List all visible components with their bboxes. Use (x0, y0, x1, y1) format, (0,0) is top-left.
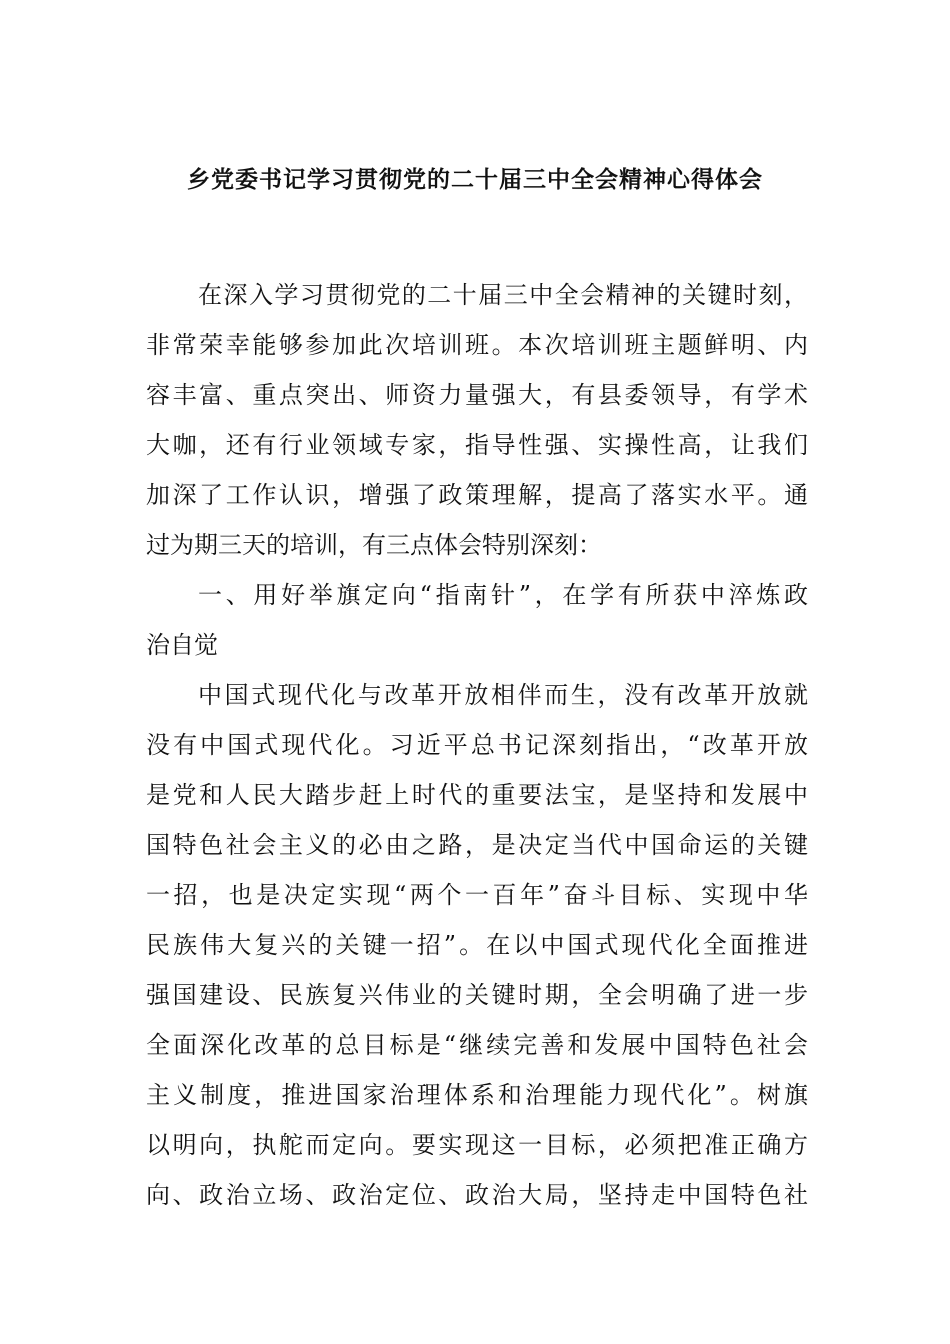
paragraph-line: 中国式现代化与改革开放相伴而生，没有改革开放就 (198, 681, 808, 709)
paragraph-line: 主义制度，推进国家治理体系和治理能力现代化”。树旗 (146, 1081, 808, 1109)
paragraph-line: 一招，也是决定实现“两个一百年”奋斗目标、实现中华 (146, 881, 808, 909)
paragraph-line: 强国建设、民族复兴伟业的关键时期，全会明确了进一步 (146, 981, 808, 1009)
paragraph-line: 非常荣幸能够参加此次培训班。本次培训班主题鲜明、内 (146, 331, 808, 359)
paragraph-line: 向、政治立场、政治定位、政治大局，坚持走中国特色社 (146, 1181, 808, 1209)
paragraph-line: 加深了工作认识，增强了政策理解，提高了落实水平。通 (146, 481, 808, 509)
document-body (146, 270, 808, 1220)
paragraph-line: 在深入学习贯彻党的二十届三中全会精神的关键时刻， (198, 281, 808, 309)
document-title: 乡党委书记学习贯彻党的二十届三中全会精神心得体会 (187, 166, 763, 193)
paragraph-line: 大咖，还有行业领域专家，指导性强、实操性高，让我们 (146, 431, 808, 459)
paragraph-line: 国特色社会主义的必由之路，是决定当代中国命运的关键 (146, 831, 808, 859)
paragraph-line: 没有中国式现代化。习近平总书记深刻指出，“改革开放 (146, 731, 808, 759)
paragraph-line: 治自觉 (146, 631, 218, 659)
paragraph-line: 过为期三天的培训，有三点体会特别深刻： (146, 531, 602, 559)
paragraph-line: 以明向，执舵而定向。要实现这一目标，必须把准正确方 (146, 1131, 808, 1159)
paragraph-line: 民族伟大复兴的关键一招”。在以中国式现代化全面推进 (146, 931, 808, 959)
paragraph-line: 是党和人民大踏步赶上时代的重要法宝，是坚持和发展中 (146, 781, 808, 809)
paragraph-line: 容丰富、重点突出、师资力量强大，有县委领导，有学术 (146, 381, 808, 409)
paragraph-line: 一、用好举旗定向“指南针”，在学有所获中淬炼政 (198, 581, 808, 609)
paragraph-line: 全面深化改革的总目标是“继续完善和发展中国特色社会 (146, 1031, 808, 1059)
